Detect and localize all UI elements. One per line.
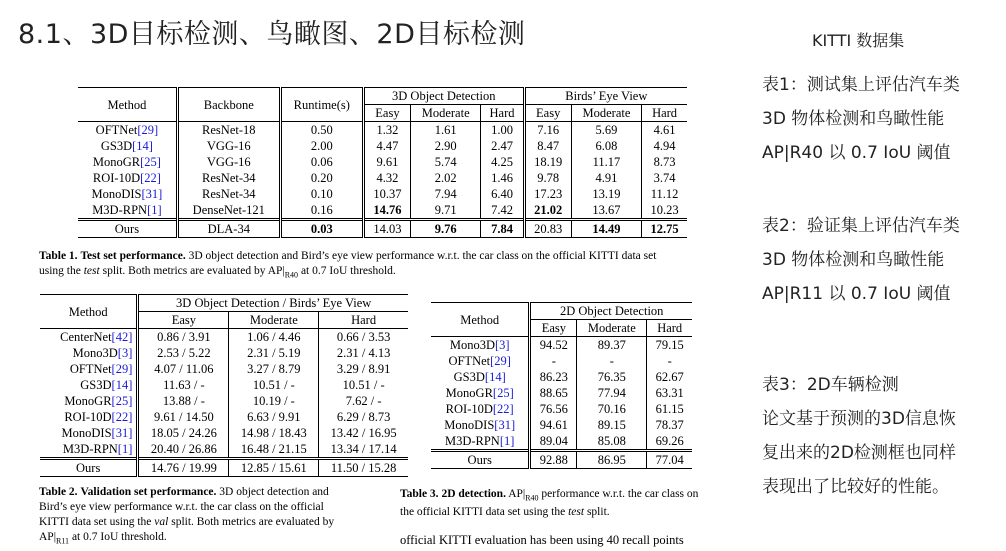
method-cell: Ours	[431, 451, 530, 469]
value-cell: 18.05 / 24.26	[138, 425, 229, 441]
value-cell: 6.29 / 8.73	[319, 409, 408, 425]
table-row	[78, 122, 687, 139]
table-row-ours	[40, 459, 408, 477]
value-cell: 89.37	[577, 337, 647, 354]
value-cell: 18.19	[524, 154, 571, 170]
method-cell: M3D-RPN[1]	[62, 442, 133, 456]
method-cell: ROI-10D[22]	[64, 410, 133, 424]
value-cell: 10.51 / -	[229, 377, 319, 393]
runtime-cell: 0.20	[280, 170, 363, 186]
slide-title: 8.1、3D目标检测、鸟瞰图、2D目标检测	[18, 19, 526, 50]
value-cell: 9.78	[524, 170, 571, 186]
value-cell: 17.23	[524, 186, 571, 202]
note-line: AP|R11 以 0.7 IoU 阈值	[762, 284, 951, 304]
table-row	[78, 138, 687, 154]
value-cell: 79.15	[647, 337, 692, 354]
value-cell: 1.61	[411, 122, 481, 139]
value-cell: 20.83	[524, 220, 571, 238]
t1-header-3d: 3D Object Detection	[363, 88, 524, 105]
runtime-cell: 0.03	[280, 220, 363, 238]
value-cell: 85.08	[577, 433, 647, 451]
value-cell: 9.71	[411, 202, 481, 220]
value-cell: 11.63 / -	[138, 377, 229, 393]
note-line: 复出来的2D检测框也同样	[762, 443, 956, 463]
value-cell: 2.31 / 4.13	[319, 345, 408, 361]
t2-col-easy: Easy	[138, 312, 229, 329]
note-table2	[762, 209, 1002, 311]
value-cell: 76.56	[530, 401, 577, 417]
value-cell: 21.02	[524, 202, 571, 220]
method-cell: MonoGR[25]	[64, 394, 133, 408]
table-row	[78, 154, 687, 170]
value-cell: 3.27 / 8.79	[229, 361, 319, 377]
value-cell: 13.88 / -	[138, 393, 229, 409]
table-row-ours	[78, 220, 687, 238]
table-row	[431, 353, 692, 369]
note-table1	[762, 68, 1002, 170]
value-cell: 13.34 / 17.14	[319, 441, 408, 459]
value-cell: 10.23	[642, 202, 687, 220]
backbone-cell: ResNet-34	[177, 186, 280, 202]
method-cell: GS3D[14]	[453, 370, 506, 384]
value-cell: -	[530, 353, 577, 369]
method-cell: ROI-10D[22]	[445, 402, 514, 416]
value-cell: 63.31	[647, 385, 692, 401]
table-row-ours	[431, 451, 692, 469]
value-cell: 1.46	[481, 170, 524, 186]
value-cell: 5.74	[411, 154, 481, 170]
value-cell: 14.76 / 19.99	[138, 459, 229, 477]
method-cell: Mono3D[3]	[72, 346, 133, 360]
value-cell: 0.86 / 3.91	[138, 329, 229, 346]
method-cell: OFTNet[29]	[69, 362, 133, 376]
value-cell: 1.32	[363, 122, 410, 139]
note-line: 3D 物体检测和鸟瞰性能	[762, 109, 945, 129]
value-cell: 2.90	[411, 138, 481, 154]
table1	[78, 87, 687, 238]
value-cell: 6.40	[481, 186, 524, 202]
value-cell: 78.37	[647, 417, 692, 433]
value-cell: 9.61 / 14.50	[138, 409, 229, 425]
table3	[431, 302, 692, 469]
value-cell: 7.16	[524, 122, 571, 139]
table-row	[40, 345, 408, 361]
note-line: AP|R40 以 0.7 IoU 阈值	[762, 143, 951, 163]
value-cell: 20.40 / 26.86	[138, 441, 229, 459]
table-row	[431, 385, 692, 401]
t1-header-bev: Birds’ Eye View	[524, 88, 687, 105]
value-cell: 16.48 / 21.15	[229, 441, 319, 459]
value-cell: 14.76	[363, 202, 410, 220]
method-cell: MonoGR[25]	[92, 155, 161, 169]
value-cell: 1.06 / 4.46	[229, 329, 319, 346]
value-cell: 2.31 / 5.19	[229, 345, 319, 361]
value-cell: 2.53 / 5.22	[138, 345, 229, 361]
value-cell: 88.65	[530, 385, 577, 401]
method-cell: MonoDIS[31]	[91, 187, 163, 201]
t2-col-hard: Hard	[319, 312, 408, 329]
table-row	[78, 170, 687, 186]
value-cell: 4.25	[481, 154, 524, 170]
value-cell: 94.52	[530, 337, 577, 354]
method-cell: Ours	[78, 220, 177, 238]
value-cell: 62.67	[647, 369, 692, 385]
runtime-cell: 0.06	[280, 154, 363, 170]
note-line: 表3：2D车辆检测	[762, 375, 899, 395]
value-cell: 61.15	[647, 401, 692, 417]
value-cell: 5.69	[571, 122, 641, 139]
value-cell: -	[577, 353, 647, 369]
value-cell: 77.94	[577, 385, 647, 401]
t1-col-moderate: Moderate	[411, 105, 481, 122]
t1-col-hard: Hard	[642, 105, 687, 122]
value-cell: 10.37	[363, 186, 410, 202]
value-cell: 7.94	[411, 186, 481, 202]
value-cell: 14.98 / 18.43	[229, 425, 319, 441]
table-row	[431, 369, 692, 385]
value-cell: 4.32	[363, 170, 410, 186]
value-cell: 12.85 / 15.61	[229, 459, 319, 477]
value-cell: 8.47	[524, 138, 571, 154]
t3-col-easy: Easy	[530, 320, 577, 337]
value-cell: 9.61	[363, 154, 410, 170]
table-row	[40, 425, 408, 441]
value-cell: 11.17	[571, 154, 641, 170]
table-row	[40, 377, 408, 393]
note-line: 表现出了比较好的性能。	[762, 477, 949, 497]
note-line: 论文基于预测的3D信息恢	[762, 409, 956, 429]
note-line: 3D 物体检测和鸟瞰性能	[762, 250, 945, 270]
value-cell: 13.42 / 16.95	[319, 425, 408, 441]
method-cell: GS3D[14]	[80, 378, 133, 392]
table3-caption: Table 3. 2D detection. $AP|_{R40}$ performance w.r.t. the car class on the official KITTI data set using the test split.	[400, 488, 699, 519]
table-row	[431, 433, 692, 451]
value-cell: 10.51 / -	[319, 377, 408, 393]
method-cell: GS3D[14]	[100, 139, 153, 153]
table2	[40, 294, 408, 477]
value-cell: 14.03	[363, 220, 410, 238]
value-cell: 4.91	[571, 170, 641, 186]
t1-header-backbone: Backbone	[177, 88, 280, 122]
value-cell: 92.88	[530, 451, 577, 469]
t1-header-runtime: Runtime(s)	[280, 88, 363, 122]
method-cell: M3D-RPN[1]	[92, 203, 162, 217]
method-cell: ROI-10D[22]	[92, 171, 161, 185]
table-row	[40, 361, 408, 377]
value-cell: 4.94	[642, 138, 687, 154]
value-cell: 7.84	[481, 220, 524, 238]
value-cell: 13.67	[571, 202, 641, 220]
value-cell: 86.95	[577, 451, 647, 469]
method-cell: M3D-RPN[1]	[444, 434, 515, 448]
t3-col-hard: Hard	[647, 320, 692, 337]
table-row	[431, 401, 692, 417]
t1-col-easy: Easy	[524, 105, 571, 122]
value-cell: 1.00	[481, 122, 524, 139]
runtime-cell: 2.00	[280, 138, 363, 154]
t2-header-method: Method	[40, 295, 138, 329]
value-cell: 77.04	[647, 451, 692, 469]
value-cell: 6.63 / 9.91	[229, 409, 319, 425]
t3-header-method: Method	[431, 303, 530, 337]
value-cell: -	[647, 353, 692, 369]
backbone-cell: DLA-34	[177, 220, 280, 238]
backbone-cell: DenseNet-121	[177, 202, 280, 220]
dataset-label: KITTI 数据集	[812, 31, 905, 50]
value-cell: 2.02	[411, 170, 481, 186]
value-cell: 3.74	[642, 170, 687, 186]
value-cell: 0.66 / 3.53	[319, 329, 408, 346]
method-cell: MonoDIS[31]	[444, 418, 516, 432]
value-cell: 9.76	[411, 220, 481, 238]
value-cell: 10.19 / -	[229, 393, 319, 409]
t1-col-moderate: Moderate	[571, 105, 641, 122]
method-cell: Mono3D[3]	[449, 338, 510, 352]
value-cell: 3.29 / 8.91	[319, 361, 408, 377]
value-cell: 4.07 / 11.06	[138, 361, 229, 377]
value-cell: 89.15	[577, 417, 647, 433]
table2-caption: Table 2. Validation set performance. 3D object detection and Bird’s eye view performance w.r.t. the car class on the official KITTI data set using the val split. Both metrics are evaluated by $AP|_{R11}$ at 0.7 IoU threshold.	[39, 486, 335, 546]
table-row	[431, 417, 692, 433]
table1-caption: Table 1. Test set performance. 3D object detection and Bird’s eye view performance w.r.t. the car class on the official KITTI data set using the test split. Both metrics are evaluated by $AP|_{R40}$ at 0.7 IoU threshold.	[39, 250, 657, 280]
method-cell: MonoDIS[31]	[61, 426, 133, 440]
backbone-cell: VGG-16	[177, 138, 280, 154]
note-line: 表1：测试集上评估汽车类	[762, 75, 960, 95]
table-row	[40, 393, 408, 409]
value-cell: 4.47	[363, 138, 410, 154]
runtime-cell: 0.50	[280, 122, 363, 139]
runtime-cell: 0.16	[280, 202, 363, 220]
value-cell: 12.75	[642, 220, 687, 238]
method-cell: CenterNet[42]	[60, 330, 133, 344]
value-cell: 13.19	[571, 186, 641, 202]
note-table3	[762, 368, 1002, 504]
table-row	[78, 202, 687, 220]
value-cell: 94.61	[530, 417, 577, 433]
method-cell: Ours	[40, 459, 138, 477]
t3-header-group: 2D Object Detection	[530, 303, 692, 320]
value-cell: 2.47	[481, 138, 524, 154]
value-cell: 4.61	[642, 122, 687, 139]
value-cell: 7.62 / -	[319, 393, 408, 409]
t3-col-moderate: Moderate	[577, 320, 647, 337]
table-row	[40, 329, 408, 346]
t1-col-easy: Easy	[363, 105, 410, 122]
t1-header-method: Method	[78, 88, 177, 122]
table-row	[431, 337, 692, 354]
method-cell: MonoGR[25]	[445, 386, 514, 400]
paper-body-text: official KITTI evaluation has been using 40 recall points	[400, 533, 684, 547]
value-cell: 86.23	[530, 369, 577, 385]
note-line: 表2：验证集上评估汽车类	[762, 216, 960, 236]
backbone-cell: VGG-16	[177, 154, 280, 170]
value-cell: 76.35	[577, 369, 647, 385]
value-cell: 11.12	[642, 186, 687, 202]
t2-header-group: 3D Object Detection / Birds’ Eye View	[138, 295, 408, 312]
value-cell: 7.42	[481, 202, 524, 220]
value-cell: 11.50 / 15.28	[319, 459, 408, 477]
value-cell: 70.16	[577, 401, 647, 417]
value-cell: 69.26	[647, 433, 692, 451]
table-row	[40, 441, 408, 459]
value-cell: 89.04	[530, 433, 577, 451]
table-row	[78, 186, 687, 202]
value-cell: 14.49	[571, 220, 641, 238]
value-cell: 8.73	[642, 154, 687, 170]
method-cell: OFTNet[29]	[448, 354, 511, 368]
t1-col-hard: Hard	[481, 105, 524, 122]
method-cell: OFTNet[29]	[95, 123, 159, 137]
backbone-cell: ResNet-18	[177, 122, 280, 139]
runtime-cell: 0.10	[280, 186, 363, 202]
backbone-cell: ResNet-34	[177, 170, 280, 186]
value-cell: 6.08	[571, 138, 641, 154]
table-row	[40, 409, 408, 425]
t2-col-moderate: Moderate	[229, 312, 319, 329]
